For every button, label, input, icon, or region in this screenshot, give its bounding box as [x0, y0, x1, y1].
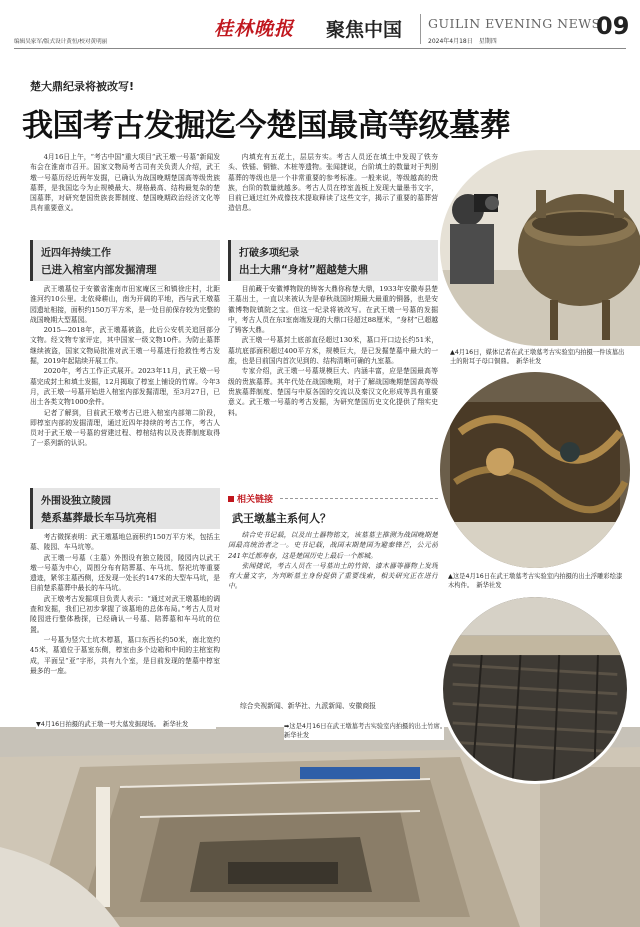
paragraph: 武王墩考古发掘项目负责人表示：“通过对武王墩墓地的调查和发掘，我们已初步掌握了该墓地的总体布局。”考古人员对陵园进行整体勘探，已经确认一号墓、陪葬墓和车马坑的位置。 — [30, 594, 220, 634]
caption-4-text: 这是4月16日在武王墩墓考古实验室内拍摄的出土竹席。 新华社发 — [284, 723, 450, 739]
paragraph: 2015—2018年，武王墩墓被盗，此后公安机关追回部分文物。经文物专家评定，其中国家一级文物10件。为防止墓葬继续被盗，国家文物局批准对武王墩一号墓进行抢救性考古发掘，2019年起陆续开展工作。 — [30, 326, 220, 366]
caption-arrow-icon: ▲ — [448, 573, 453, 580]
related-link-tag — [228, 492, 273, 505]
caption-4 — [284, 722, 450, 740]
masthead-rule — [14, 48, 626, 49]
issue-date: 2024年4月18日 星期四 — [428, 38, 497, 45]
caption-arrow-icon: ➡ — [284, 723, 290, 730]
subhead-box-1 — [30, 240, 220, 281]
subhead-1-line1: 近四年持续工作 — [41, 248, 111, 259]
related-body — [228, 530, 438, 694]
article-kicker: 楚大鼎纪录将被改写! — [30, 80, 135, 93]
caption-arrow-icon: ▼ — [36, 721, 41, 728]
page-number: 09 — [596, 12, 630, 40]
newspaper-english-name: GUILIN EVENING NEWS — [428, 16, 601, 31]
subhead-3-line2: 出土大鼎“身材”超越楚大鼎 — [239, 264, 369, 276]
related-dashed-rule — [280, 498, 438, 499]
editor-credits: 编辑吴家军/版式设计黄恒/校对黄明丽 — [14, 39, 108, 45]
caption-2 — [448, 572, 628, 590]
paragraph: 专家介绍，武王墩一号墓规模巨大、内涵丰富，应是楚国最高等级的贵族墓葬。其年代处在战国晚期，对于了解战国晚期楚国高等级贵族墓葬制度、楚国与中原各国的交流以及秦汉文化形成等具有重要意义。武王墩一号墓的考古发掘，为研究楚国历史文化提供了翔实史料。 — [228, 367, 438, 417]
subhead-box-3 — [228, 240, 438, 281]
newspaper-logo: 桂林晚报 — [214, 18, 295, 40]
paragraph: 记者了解到，目前武王墩考古已进入棺室内部第二阶段，即椁室内部的发掘清理，通过近四年持续的考古工作，考古人员对于武王墩一号墓的营建过程、椁棺结构以及丧葬制度取得了一系列新的认识。 — [30, 408, 220, 448]
caption-3-text: 4月16日拍摄的武王墩一号大墓发掘现场。 新华社发 — [40, 721, 189, 728]
caption-arrow-icon: ▲ — [450, 349, 455, 356]
paragraph: 武王墩墓位于安徽省淮南市田家庵区三和镇徐庄村，北距淮河约10公里。北依舜耕山，南为开阔的平地，西与武王墩墓园遗址相接，面积约150万平方米，是一处目前保存较为完整的战国晚期大型墓园。 — [30, 285, 220, 324]
paragraph: 考古微探表明：武王墩墓地总面积约150万平方米，包括主墓、陵园、车马坑等。 — [30, 533, 220, 552]
paragraph: 武王墩一号墓（主墓）外围设有独立陵园，陵园内以武王墩一号墓为中心，周围分布有陪葬墓、车马坑、祭祀坑等重要遗迹，紧邻主墓西侧，还发现一处长约147米的大型车马坑，是目前楚系墓葬中最长的车马坑。 — [30, 553, 220, 593]
related-title: 武王墩墓主系何人？ — [232, 512, 331, 525]
lead-paragraph: 4月16日上午，“考古中国”重大项目“武王墩一号墓”新闻发布会在淮南市召开。国家文物局考古司有关负责人介绍，武王墩一号墓历经近两年发掘，已确认为战国晚期楚国高等级贵族墓葬，是我国迄今为止规模最大、规格最高、结构最复杂的楚国墓葬，对研究楚国贵族丧葬制度、楚国晚期政治经济文化等具有重要意义。 — [30, 153, 220, 213]
related-square-icon — [228, 496, 234, 502]
paragraph: 目前藏于安徽博物院的铸客大鼎你称楚大鼎，1933年安徽寿县楚王墓出土，一直以来被认为是春秋战国时期最大最重的铜器，也是安徽博物院镇院之宝。但这一纪录将被改写。在武王墩一号墓的发掘中，考古人员在东I室南端发现的大鼎口径超过88厘米，“身材”已超越了铸客大鼎。 — [228, 285, 438, 335]
masthead-divider — [420, 14, 421, 44]
section-2-body — [30, 532, 220, 716]
subhead-box-2 — [30, 488, 220, 529]
subhead-2-line2: 楚系墓葬最长车马坑亮相 — [41, 512, 157, 524]
caption-3 — [36, 720, 216, 729]
section-title: 聚焦中国 — [326, 19, 403, 41]
paragraph: 结合史书记载，以及出土器物铭文，该墓墓主推测为战国晚期楚国最高统治者之一。史书记载，战国末期楚国为避秦锋芒，公元前241年迁都寿春，这是楚国历史上最后一个都城。 — [228, 531, 438, 560]
caption-1-text: 4月16日，媒体记者在武王墩墓考古实验室内拍摄一件该墓出土的附耳子母口铜鼎。 新华社发 — [450, 349, 625, 365]
masthead — [0, 0, 640, 50]
lacquer-relief-photo — [440, 372, 630, 568]
column-2-continuation: 内填充有五花土，层层夯实。考古人员还在填土中发现了铁夯头、铁锸、铜镞、木桩等遗物。张闻捷说，台阶填土的数量对于判别墓葬的等级也是一个非常重要的参考标准。一般来说，等级越高的贵族，台阶的数量就越多。考古人员在椁室盖板上发现大量墨书文字，目前已通过红外成像技术提取释读了这些文字，揭示了重要的墓葬营造信息。 — [228, 153, 438, 213]
bronze-ding-photo — [440, 150, 640, 346]
related-tag-label: 相关链接 — [237, 495, 274, 505]
article-headline: 我国考古发掘迄今楚国最高等级墓葬 — [22, 108, 510, 144]
bamboo-mat-photo — [440, 594, 630, 784]
paragraph: 一号墓为竖穴土坑木椁墓，墓口东西长约50米，南北宽约45米，墓道位于墓室东侧，椁室由多个边箱和中间的主棺室构成，平面呈“亚”字形，共有九个室，是目前发现的楚墓中椁室最多的一座。 — [30, 635, 220, 675]
paragraph: 张闻捷说，考古人员在一号墓出土的竹简、漆木器等器物上发现有大量文字，为判断墓主身份提供了重要线索，相关研究正在进行中。 — [228, 561, 438, 591]
subhead-2-line1: 外围设独立陵园 — [41, 496, 111, 507]
section-1-body — [30, 284, 220, 484]
subhead-3-line1: 打破多项纪录 — [239, 248, 299, 259]
section-3-body — [228, 284, 438, 484]
subhead-1-line2: 已进入棺室内部发掘清理 — [41, 264, 157, 276]
paragraph: 2020年，考古工作正式展开。2023年11月，武王墩一号墓完成封土和填土发掘，12月揭取了椁室上铺设的竹席。今年3月，武王墩一号墓开始进入棺室内部发掘清理，至3月27日，已出土各类文物1000余件。 — [30, 367, 220, 407]
caption-1 — [450, 348, 626, 366]
paragraph: 武王墩一号墓封土底部直径超过130米，墓口开口边长约51米，墓坑底部面积超过400平方米，规模巨大，是已发掘楚墓中最大的一座，也是目前国内首次见到的、结构清晰可确的九室墓。 — [228, 336, 438, 366]
source-credit: 综合央视新闻、新华社、九派新闻、安徽商报 — [240, 702, 376, 710]
caption-2-text: 这是4月16日在武王墩墓考古实验室内拍摄的出土浮雕彩绘漆木构件。 新华社发 — [448, 573, 623, 589]
